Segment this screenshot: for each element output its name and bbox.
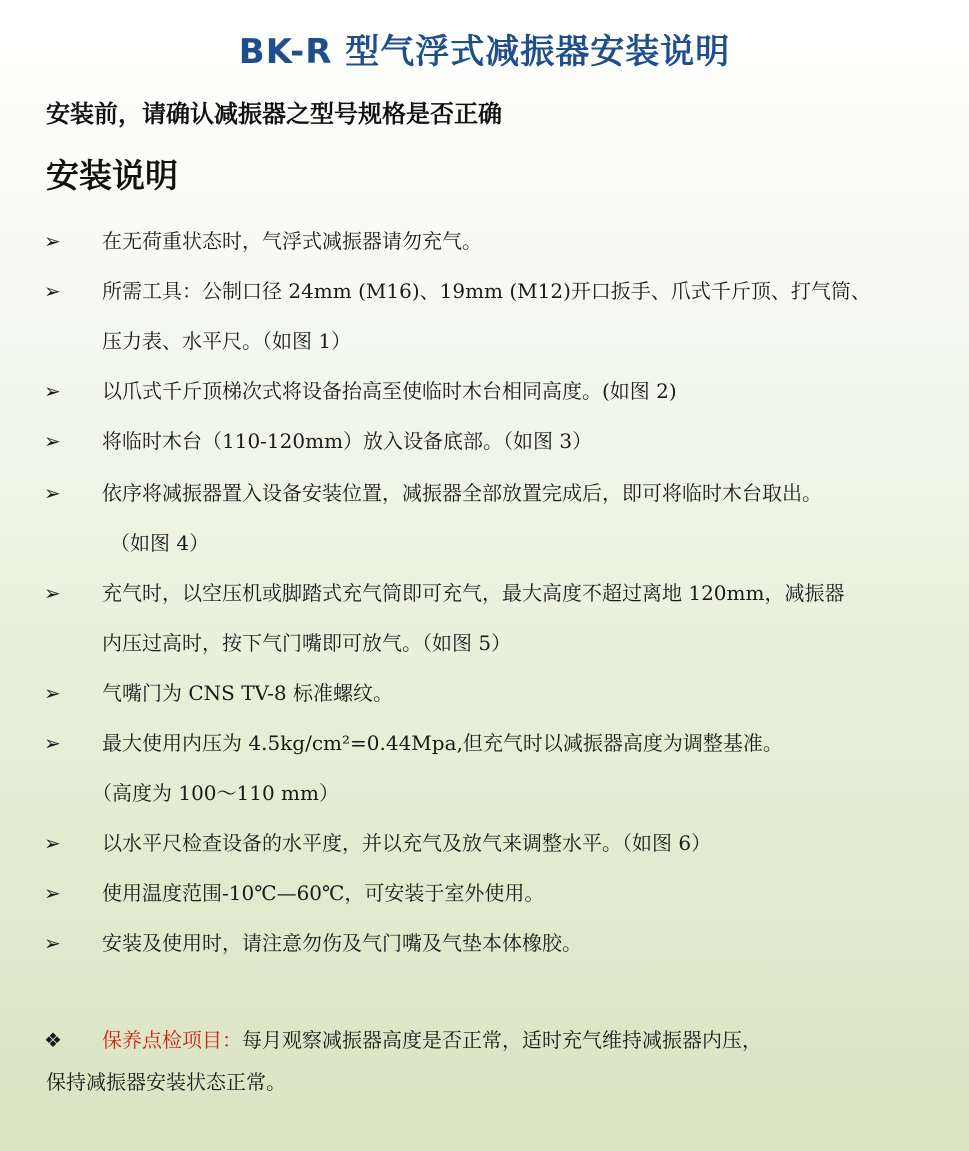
item-text: 将临时木台（110-120mm）放入设备底部。（如图 3） — [102, 429, 593, 453]
item-text: 安装及使用时，请注意勿伤及气门嘴及气垫本体橡胶。 — [102, 931, 582, 955]
document-title: BK-R 型气浮式减振器安装说明 — [238, 32, 731, 72]
arrow-bullet-icon: ➢ — [44, 229, 61, 253]
arrow-bullet-icon: ➢ — [44, 931, 61, 955]
item-text-continued: （高度为 100～110 mm） — [92, 781, 339, 805]
item-text: 使用温度范围-10℃—60℃，可安装于室外使用。 — [102, 881, 545, 905]
arrow-bullet-icon: ➢ — [44, 681, 61, 705]
item-text-continued: （如图 4） — [110, 531, 210, 555]
pre-install-note: 安装前，请确认减振器之型号规格是否正确 — [46, 100, 502, 128]
item-text: 以水平尺检查设备的水平度，并以充气及放气来调整水平。（如图 6） — [102, 831, 712, 855]
item-text: 气嘴门为 CNS TV-8 标准螺纹。 — [102, 681, 394, 705]
item-text: 以爪式千斤顶梯次式将设备抬高至使临时木台相同高度。(如图 2) — [102, 379, 677, 403]
arrow-bullet-icon: ➢ — [44, 831, 61, 855]
item-text: 最大使用内压为 4.5kg/cm²=0.44Mpa,但充气时以减振器高度为调整基准。 — [102, 731, 783, 755]
maintenance-label: 保养点检项目： — [102, 1028, 242, 1052]
arrow-bullet-icon: ➢ — [44, 881, 61, 905]
item-text-continued: 压力表、水平尺。（如图 1） — [102, 329, 352, 353]
item-text: 充气时，以空压机或脚踏式充气筒即可充气，最大高度不超过离地 120mm，减振器 — [102, 581, 845, 605]
maintenance-text: 每月观察减振器高度是否正常，适时充气维持减振器内压， — [242, 1028, 762, 1052]
arrow-bullet-icon: ➢ — [44, 481, 61, 505]
item-text: 在无荷重状态时，气浮式减振器请勿充气。 — [102, 229, 482, 253]
section-heading: 安装说明 — [46, 156, 178, 195]
arrow-bullet-icon: ➢ — [44, 581, 61, 605]
item-text: 所需工具：公制口径 24mm (M16)、19mm (M12)开口扳手、爪式千斤顶、打气筒、 — [102, 279, 871, 303]
diamond-bullet-icon: ❖ — [44, 1028, 62, 1052]
arrow-bullet-icon: ➢ — [44, 731, 61, 755]
item-text: 依序将减振器置入设备安装位置，减振器全部放置完成后，即可将临时木台取出。 — [102, 481, 822, 505]
arrow-bullet-icon: ➢ — [44, 429, 61, 453]
arrow-bullet-icon: ➢ — [44, 279, 61, 303]
arrow-bullet-icon: ➢ — [44, 379, 61, 403]
maintenance-line-2: 保持减振器安装状态正常。 — [46, 1070, 286, 1094]
item-text-continued: 内压过高时，按下气门嘴即可放气。（如图 5） — [102, 631, 512, 655]
